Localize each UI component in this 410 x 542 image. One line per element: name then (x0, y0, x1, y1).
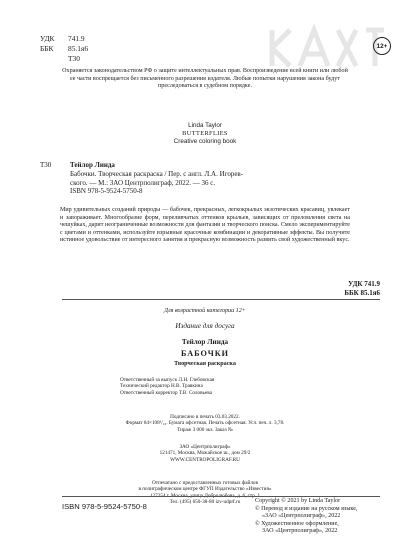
imprint-line-2: Формат 84×108¹/₁₆. Бумага офсетная. Печать офсетная. Усл. печ. л. 3,78. (125, 420, 285, 427)
copyright-line-4: © Художественное оформление, (255, 520, 339, 527)
english-author: Linda Taylor (188, 122, 222, 129)
staff-credits (120, 377, 320, 396)
printer-line-3: 127254 г. Москва, улица Добролюбова, д. 6, стр. 1 (149, 492, 261, 499)
imprint-line-3: Тираж 3 000 экз. Заказ № (177, 426, 233, 433)
biblio-line-2: ского. — М.: ЗАО Центрполиграф, 2022. — 36 с. (70, 178, 216, 187)
copyright-line-5: ЗАО «Центрполиграф», 2022 (262, 528, 338, 535)
printer-line-1: Отпечатано с предоставленных готовых файлов (152, 480, 258, 486)
english-title-block (100, 122, 310, 147)
bbk-right-line: ББК 85.1я6 (344, 288, 380, 297)
edition-type: Издание для досуга (175, 322, 235, 330)
copyright-notice: Охраняется законодательством РФ о защите интеллектуальных прав. Воспроизведение всей книги или любой ее части воспрещается без письменного разрешения издателя. Любые попытки нарушения закона будут преследоваться в судебном порядке. (62, 68, 348, 90)
copyright-line-1: Copyright © 2021 by Linda Taylor (255, 498, 341, 504)
bibliographic-record (40, 161, 370, 196)
publisher-name: ЗАО «Центрполиграф» (179, 444, 231, 450)
publisher-street: 121471, Москва, Можайское ш., дом 29/2 (159, 450, 251, 457)
copyright-lines (255, 498, 395, 536)
subtitle-ru: Творческая раскраска (174, 361, 236, 367)
imprint-details (90, 414, 320, 433)
udk-bbk-block (40, 34, 88, 64)
author-ru: Тейлор Линда (181, 338, 229, 346)
annotation-text: Мир удивительных созданий природы — бабочек, прекрасных, легкокрылых экзотических красавиц, увлекает и завораживает. Многообразие форм, переливчатых оттенков крыльев, зависящих от преломления света на чешуйках, дарит неограниченные возможности для фантазии и творческого поиска. Смело экспериментируйте с цветами и оттенками, используйте взрывные красочные комбинации и декоративные эффекты. Вы получите истинное удовольствие от интересного занятия и прекрасную возможность развить свой художественный вкус. (60, 207, 350, 244)
imprint-line-1: Подписано в печать 03.03.2022. (170, 414, 240, 420)
watermark-logo-icon (268, 24, 388, 70)
udk-value: 741.9 (68, 34, 85, 43)
age-rating-badge: 12+ (373, 37, 391, 55)
udk-right-line: УДК 741.9 (348, 280, 380, 288)
staff-line-1: Ответственный за выпуск Л.Н. Глебовская (120, 377, 215, 383)
printer-line-4: Тел. (495) 650-38-80 izv-udprf.ru (169, 498, 241, 505)
staff-line-3: Ответственный корректор Т.В. Соловьева (120, 389, 212, 396)
isbn-bottom: ISBN 978-5-9524-5750-8 (62, 502, 147, 511)
english-subtitle: Creative coloring book (173, 138, 237, 146)
divider (62, 299, 380, 300)
age-category: Для возрастной категории 12+ (164, 308, 246, 314)
udk-bbk-right (330, 280, 380, 297)
staff-line-2: Технический редактор Н.В. Травкина (120, 383, 203, 390)
publisher-address (100, 444, 310, 463)
divider-bottom (62, 496, 380, 497)
udk-label: УДК (40, 34, 55, 43)
english-title: BUTTERFLIES (182, 130, 228, 138)
biblio-author: Тейлор Линда (70, 161, 115, 169)
biblio-code: Т30 (40, 161, 52, 169)
printer-line-2: в полиграфическом центре ФГУП Издательство «Известия» (138, 486, 272, 493)
copyright-line-2: © Перевод и издание на русском языке, (255, 505, 358, 512)
copyright-line-3: «ЗАО «Центрполиграф», 2022 (262, 513, 341, 520)
publisher-website: WWW.CENTROPOLIGRAF.RU (170, 456, 240, 463)
biblio-isbn: ISBN 978-5-9524-5750-8 (70, 187, 143, 196)
biblio-line-1: Бабочки. Творческая раскраска / Пер. с англ. Л.А. Игорев- (70, 169, 244, 178)
author-code: Т30 (68, 54, 80, 63)
bbk-value: 85.1я6 (68, 44, 89, 53)
bbk-label: ББК (40, 44, 54, 53)
title-ru: БАБОЧКИ (180, 349, 230, 358)
